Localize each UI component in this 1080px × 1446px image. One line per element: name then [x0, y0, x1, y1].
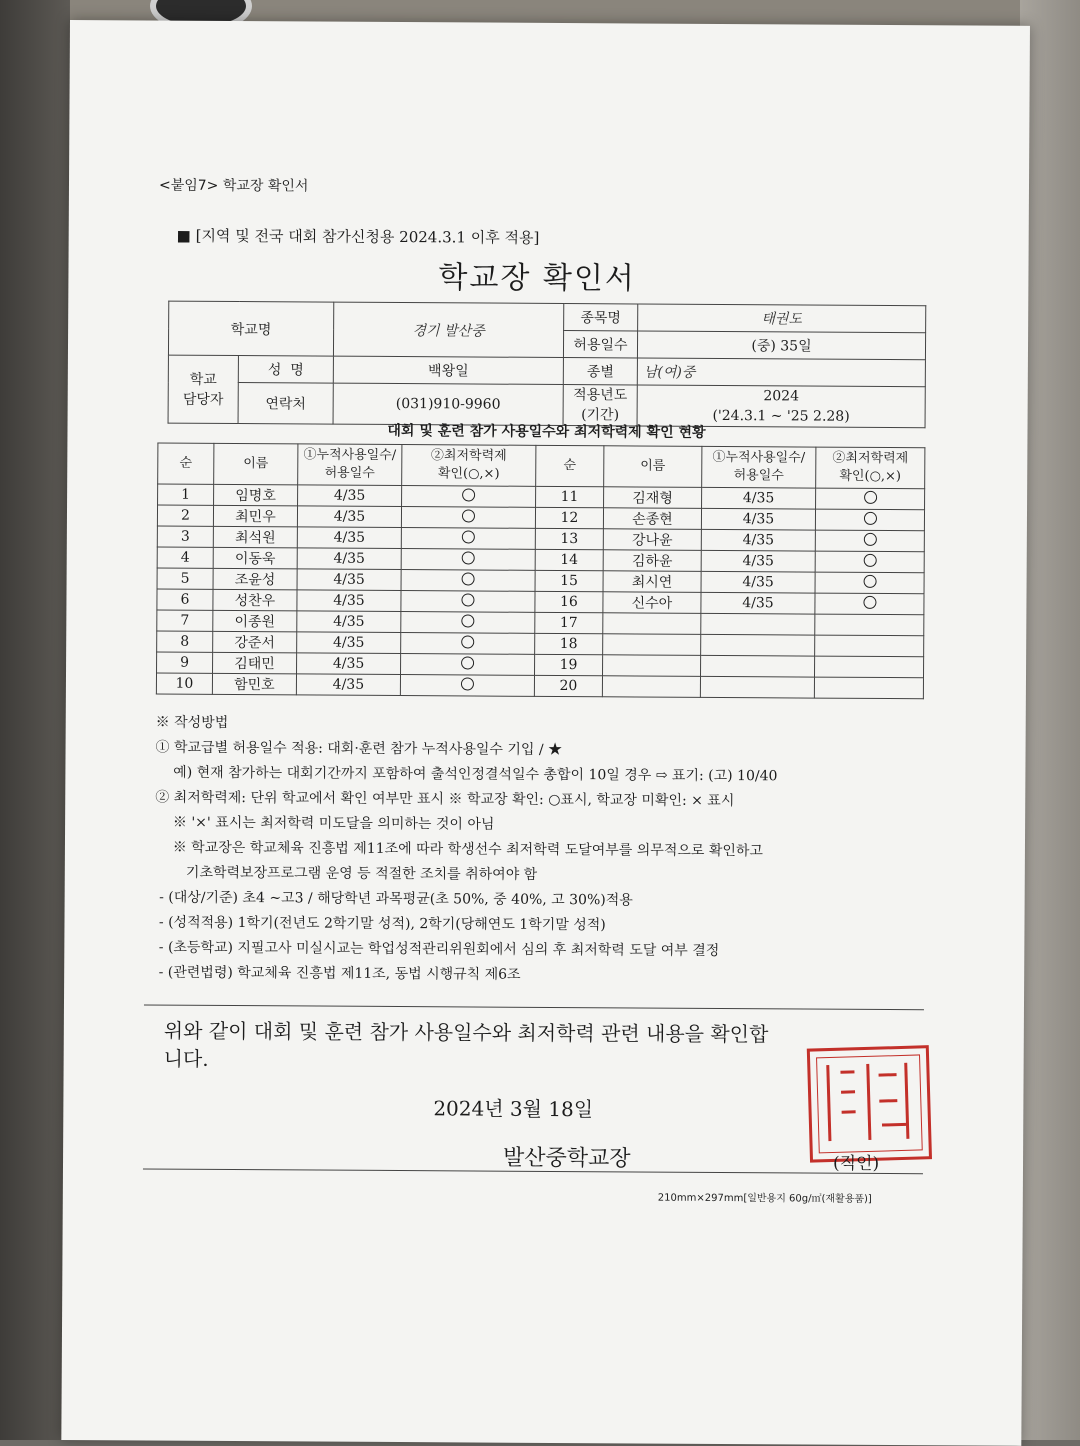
- col-no: 순: [158, 443, 214, 484]
- roster-check-cell: [401, 570, 535, 592]
- roster-name: 김하윤: [603, 550, 701, 572]
- notes-line: - (관련법령) 학교체육 진흥법 제11조, 동법 시행규칙 제6조: [154, 964, 521, 983]
- year-value: 2024: [763, 388, 800, 405]
- roster-check-cell: [815, 551, 924, 573]
- roster-no: 12: [535, 507, 603, 528]
- contact-value: (031)910-9960: [333, 383, 563, 425]
- check-circle-icon: [462, 551, 475, 564]
- notes-line: ※ '×' 표시는 최저학력 미도달을 의미하는 것이 아님: [155, 814, 495, 833]
- paper-spec: 210mm×297mm[일반용지 60g/㎡(재활용품)]: [657, 1192, 872, 1205]
- col-name: 이름: [604, 446, 702, 488]
- background-right: [1020, 0, 1080, 1440]
- roster-no: 2: [157, 505, 213, 526]
- seal-glyph-strokes: [810, 1048, 926, 1051]
- roster-no: 3: [157, 526, 213, 547]
- roster-name: 이종원: [213, 610, 297, 632]
- year-label: 적용년도: [573, 387, 628, 404]
- check-circle-icon: [462, 509, 475, 522]
- check-circle-icon: [461, 656, 474, 669]
- notes-line: 예) 현재 참가하는 대회기간까지 포함하여 출석인정결석일수 총합이 10일 경우 ⇨ 표기: (고) 10/40: [155, 764, 778, 785]
- gender-label: 종별: [563, 358, 637, 385]
- sport-value: 태권도: [638, 304, 926, 333]
- sport-label: 종목명: [564, 304, 638, 331]
- roster-days: [700, 676, 814, 698]
- manager-label: 학교 담당자: [168, 355, 238, 423]
- roster-check-cell: [400, 675, 534, 697]
- roster-no: 17: [535, 612, 603, 633]
- seal-label: (직인): [832, 1153, 880, 1174]
- check-circle-icon: [461, 593, 474, 606]
- roster-row: [156, 673, 923, 699]
- check-circle-icon: [462, 488, 475, 501]
- confirmation-line2: 니다.: [163, 1046, 209, 1071]
- roster-name: 최민우: [213, 505, 297, 527]
- name-value: 백왕일: [333, 356, 563, 384]
- roster-name: [602, 676, 700, 698]
- roster-name: 김태민: [213, 652, 297, 674]
- attachment-label: <붙임7> 학교장 확인서: [158, 177, 309, 195]
- roster-name: 조윤성: [213, 568, 297, 590]
- roster-header-row: [158, 443, 925, 489]
- roster-check-cell: [401, 507, 535, 529]
- col-no: 순: [536, 445, 604, 486]
- roster-no: 5: [157, 568, 213, 589]
- check-circle-icon: [863, 595, 876, 608]
- check-circle-icon: [863, 553, 876, 566]
- divider-top: [144, 1004, 924, 1010]
- notes-line: ② 최저학력제: 단위 학교에서 확인 여부만 표시 ※ 학교장 확인: ○표시, 학교장 미확인: × 표시: [155, 789, 735, 810]
- roster-no: 6: [157, 589, 213, 610]
- roster-check-cell: [815, 572, 924, 594]
- roster-name: 강준서: [213, 631, 297, 653]
- roster-check-cell: [815, 614, 924, 636]
- roster-check-cell: [815, 593, 924, 615]
- allowed-days-label: 허용일수: [563, 331, 637, 358]
- roster-no: 7: [157, 610, 213, 631]
- check-circle-icon: [461, 677, 474, 690]
- roster-check-cell: [815, 635, 924, 657]
- roster-days: 4/35: [297, 611, 401, 633]
- roster-name: 이동욱: [213, 547, 297, 569]
- check-circle-icon: [461, 635, 474, 648]
- confirmation-line1: 위와 같이 대회 및 훈련 참가 사용일수와 최저학력 관련 내용을 확인합: [163, 1018, 769, 1047]
- roster-days: 4/35: [298, 485, 402, 507]
- roster-no: 1: [158, 484, 214, 505]
- roster-days: [701, 613, 815, 635]
- roster-check-cell: [401, 549, 535, 571]
- background-left: [0, 0, 70, 1440]
- roster-name: 최시연: [603, 571, 701, 593]
- check-circle-icon: [863, 574, 876, 587]
- notes-line: ※ 학교장은 학교체육 진흥법 제11조에 따라 학생선수 최저학력 도달여부를 의무적으로 확인하고: [154, 839, 764, 860]
- roster-check-cell: [815, 509, 924, 531]
- notes-lines: [154, 736, 778, 990]
- roster-check-cell: [401, 654, 535, 676]
- roster-days: [701, 655, 815, 677]
- roster-days: 4/35: [297, 569, 401, 591]
- roster-days: 4/35: [701, 571, 815, 593]
- col-check: ②최저학력제 확인(○,×): [816, 447, 925, 489]
- roster-no: 9: [157, 652, 213, 673]
- roster-name: 임명호: [214, 484, 298, 506]
- col-days: ①누적사용일수/ 허용일수: [702, 446, 816, 488]
- check-circle-icon: [462, 530, 475, 543]
- roster-days: 4/35: [701, 550, 815, 572]
- notice-line: ■ [지역 및 전국 대회 참가신청용 2024.3.1 이후 적용]: [176, 226, 540, 247]
- check-circle-icon: [461, 614, 474, 627]
- roster-check-cell: [816, 488, 925, 510]
- roster-name: 함민호: [212, 673, 296, 695]
- period-label: (기간): [581, 407, 620, 424]
- notes-heading: ※ 작성방법: [155, 714, 229, 731]
- roster-days: 4/35: [701, 529, 815, 551]
- check-circle-icon: [864, 490, 877, 503]
- roster-check-cell: [401, 612, 535, 634]
- check-circle-icon: [863, 511, 876, 524]
- roster-no: 13: [535, 528, 603, 549]
- roster-days: 4/35: [297, 506, 401, 528]
- gender-value: 남(여)중: [637, 358, 925, 387]
- roster-check-cell: [401, 591, 535, 613]
- roster-days: 4/35: [297, 632, 401, 654]
- roster-days: 4/35: [297, 590, 401, 612]
- roster-section-title: 대회 및 훈련 참가 사용일수와 최저학력제 확인 현황: [387, 422, 706, 441]
- roster-name: 최석원: [213, 526, 297, 548]
- roster-no: 4: [157, 547, 213, 568]
- notes-line: - (대상/기준) 초4 ~고3 / 해당학년 과목평균(초 50%, 중 40%, 고 30%)적용: [154, 889, 633, 909]
- confirmation-date: 2024년 3월 18일: [433, 1096, 594, 1122]
- roster-check-cell: [815, 530, 924, 552]
- check-circle-icon: [863, 532, 876, 545]
- confirmation-text: [164, 1017, 769, 1077]
- document-page: [61, 20, 1030, 1446]
- notes-line: - (성적적용) 1학기(전년도 2학기말 성적), 2학기(당해연도 1학기말 성적): [154, 914, 606, 934]
- col-check: ②최저학력제 확인(○,×): [402, 445, 536, 487]
- check-circle-icon: [462, 572, 475, 585]
- roster-days: 4/35: [701, 592, 815, 614]
- roster-name: 신수아: [603, 592, 701, 614]
- roster-days: 4/35: [297, 527, 401, 549]
- roster-no: 8: [157, 631, 213, 652]
- document-title: 학교장 확인서: [438, 260, 636, 297]
- roster-table: [156, 443, 926, 700]
- roster-no: 14: [535, 549, 603, 570]
- roster-name: 손종현: [603, 508, 701, 530]
- roster-name: [603, 613, 701, 635]
- notes-line: - (초등학교) 지필고사 미실시교는 학업성적관리위원회에서 심의 후 최저학력 도달 여부 결정: [154, 939, 720, 959]
- roster-name: 성찬우: [213, 589, 297, 611]
- roster-name: [603, 655, 701, 677]
- info-table: [168, 301, 927, 429]
- name-label: 성 명: [238, 356, 333, 384]
- period-value: ('24.3.1 ~ '25 2.28): [712, 407, 850, 425]
- roster-name: 김재형: [604, 487, 702, 509]
- roster-check-cell: [815, 656, 924, 678]
- notes-line: ① 학교급별 허용일수 적용: 대회·훈련 참가 누적사용일수 기입 / ★: [155, 739, 563, 759]
- roster-no: 16: [535, 591, 603, 612]
- school-label: 학교명: [168, 301, 333, 356]
- roster-no: 19: [535, 654, 603, 675]
- roster-check-cell: [814, 677, 923, 699]
- col-days: ①누적사용일수/ 허용일수: [298, 444, 402, 486]
- roster-days: 4/35: [702, 487, 816, 509]
- roster-name: [603, 634, 701, 656]
- year-label-cell: [563, 385, 637, 426]
- roster-days: 4/35: [701, 508, 815, 530]
- roster-days: 4/35: [297, 653, 401, 675]
- roster-no: 15: [535, 570, 603, 591]
- roster-check-cell: [401, 633, 535, 655]
- roster-days: 4/35: [296, 674, 400, 696]
- roster-days: [701, 634, 815, 656]
- roster-no: 11: [536, 486, 604, 507]
- col-name: 이름: [214, 443, 298, 485]
- roster-no: 10: [156, 673, 212, 694]
- roster-name: 강나윤: [603, 529, 701, 551]
- roster-check-cell: [401, 528, 535, 550]
- allowed-days-value: (중) 35일: [637, 331, 925, 360]
- principal-name: 발산중학교장: [502, 1145, 631, 1172]
- contact-label: 연락처: [238, 383, 333, 425]
- official-seal: [807, 1045, 932, 1162]
- notes-section: [154, 711, 778, 990]
- roster-check-cell: [402, 486, 536, 508]
- notes-line: 기초학력보장프로그램 운영 등 적절한 조치를 취하여야 함: [154, 864, 538, 883]
- school-value: 경기 발산중: [333, 302, 563, 357]
- roster-no: 20: [534, 675, 602, 696]
- roster-days: 4/35: [297, 548, 401, 570]
- roster-no: 18: [535, 633, 603, 654]
